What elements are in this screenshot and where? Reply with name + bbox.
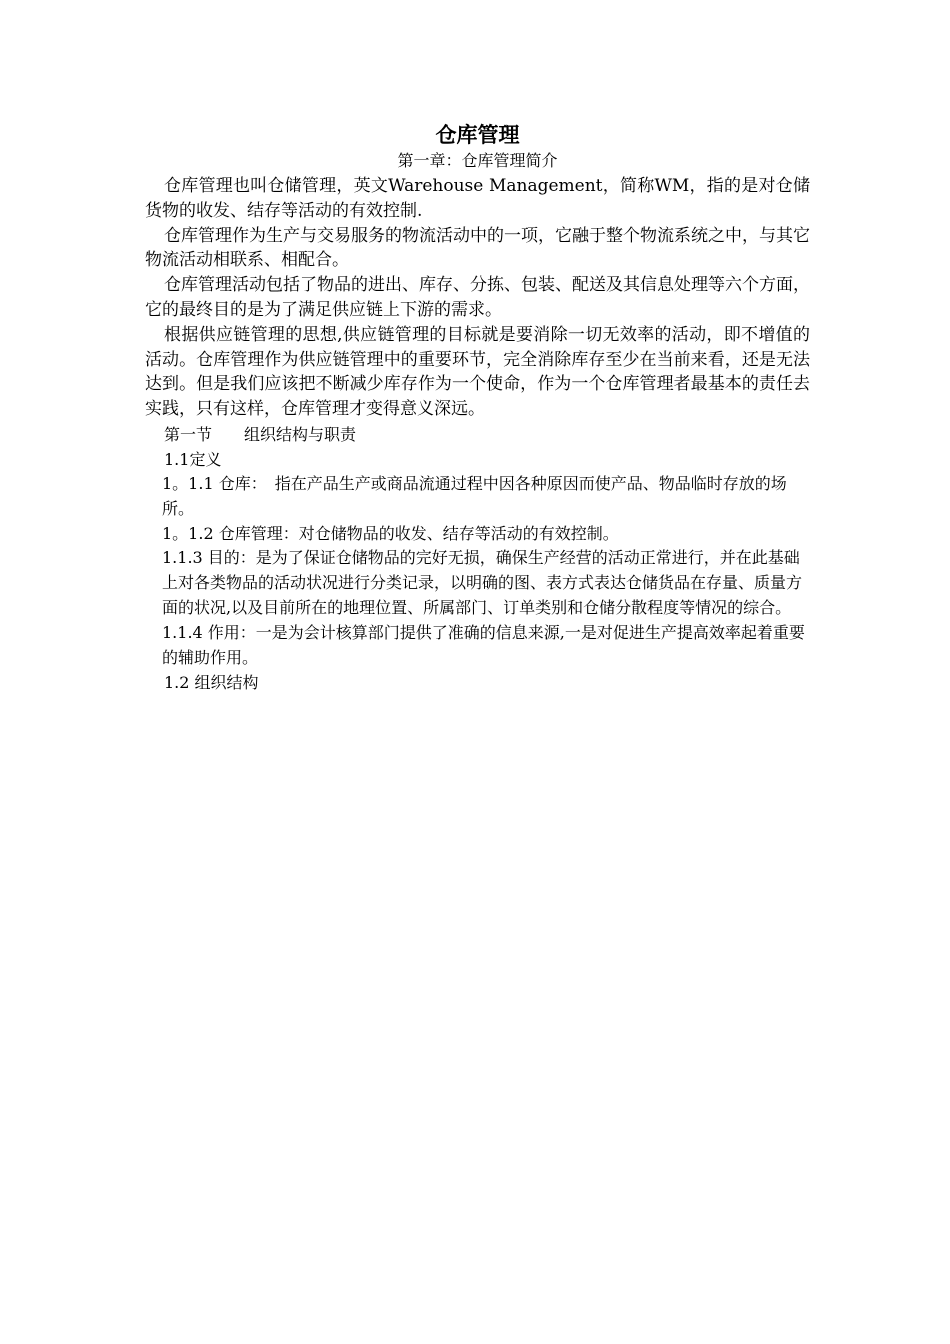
- paragraph-activities: 仓库管理活动包括了物品的进出、库存、分拣、包装、配送及其信息处理等六个方面，它的最终目的是为了满足供应链上下游的需求。: [145, 275, 810, 320]
- item-function: 1.1.4 作用：一是为会计核算部门提供了准确的信息来源,一是对促进生产提高效率起着重要的辅助作用。: [162, 622, 805, 667]
- section-heading: 第一节 组织结构与职责: [164, 424, 357, 444]
- item-warehouse: 1。1.1 仓库： 指在产品生产或商品流通过程中因各种原因而使产品、物品临时存放的场所。: [162, 473, 787, 518]
- document-title: 仓库管理: [435, 123, 520, 147]
- paragraph-intro: 仓库管理也叫仓储管理，英文Warehouse Management，简称WM，指的是对仓储货物的收发、结存等活动的有效控制.: [145, 176, 810, 221]
- item-purpose: 1.1.3 目的：是为了保证仓储物品的完好无损，确保生产经营的活动正常进行，并在此基础上对各类物品的活动状况进行分类记录，以明确的图、表方式表达仓储货品在存量、质量方面的状况,以及目前所在的地理位置、所属部门、订单类别和仓储分散程度等情况的综合。: [162, 548, 803, 617]
- paragraph-supply-chain: 根据供应链管理的思想,供应链管理的目标就是要消除一切无效率的活动，即不增值的活动。仓库管理作为供应链管理中的重要环节，完全消除库存至少在当前来看，还是无法达到。但是我们应该把不断减少库存作为一个使命，作为一个仓库管理者最基本的责任去实践，只有这样，仓库管理才变得意义深远。: [145, 324, 810, 420]
- document-body: [145, 120, 810, 695]
- subsection-definition: 1.1定义: [164, 449, 222, 469]
- subsection-organization: 1.2 组织结构: [164, 673, 259, 693]
- item-warehouse-management: 1。1.2 仓库管理：对仓储物品的收发、结存等活动的有效控制。: [162, 523, 619, 543]
- chapter-heading: 第一章：仓库管理简介: [397, 151, 558, 170]
- paragraph-logistics: 仓库管理作为生产与交易服务的物流活动中的一项，它融于整个物流系统之中，与其它物流活动相联系、相配合。: [145, 225, 810, 271]
